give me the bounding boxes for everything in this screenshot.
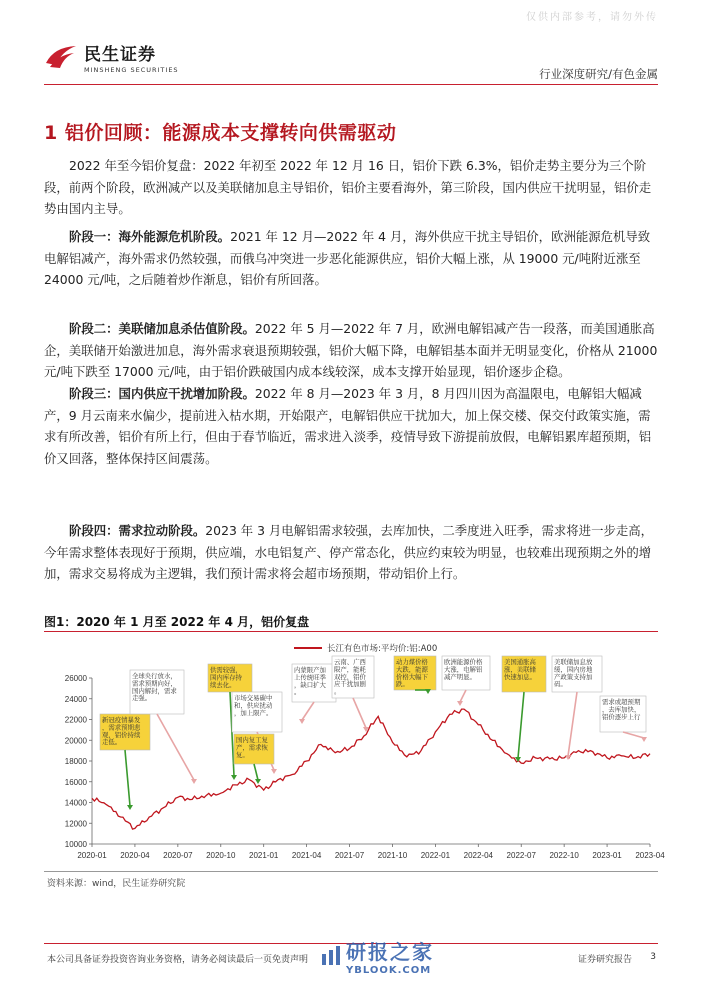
- annotation-line: ，需求预期悲: [102, 723, 141, 732]
- annotation-line: 云南、广西: [334, 658, 366, 666]
- x-tick-label: 2021-07: [334, 851, 365, 860]
- y-tick-label: 14000: [64, 798, 87, 808]
- annotation-line: 观，铝价持续: [102, 730, 141, 739]
- y-tick-label: 12000: [64, 819, 87, 829]
- annotation-line: 价格大幅下: [396, 672, 428, 681]
- paragraph-lead: 阶段四：需求拉动阶段。: [69, 523, 206, 538]
- y-tick-label: 10000: [64, 840, 87, 849]
- annotation-arrowhead: [565, 755, 571, 760]
- annotation-line: 供需较强，: [210, 666, 242, 674]
- annotation-arrowhead: [127, 805, 133, 810]
- x-tick-label: 2020-01: [77, 851, 107, 860]
- figure-divider: [44, 631, 658, 632]
- paragraph-lead: 阶段一：海外能源危机阶段。: [69, 229, 231, 244]
- annotation-line: 美联储加息放: [554, 658, 593, 666]
- watermark-icon: [320, 945, 342, 967]
- x-tick-label: 2020-07: [163, 851, 193, 860]
- annotation-line: 走强。: [132, 694, 152, 703]
- paragraph-text: 2022 年至今铝价复盘：2022 年初至 2022 年 12 月 16 日，铝价下跌 6.3%，铝价走势主要分为三个阶段，前两个阶段，欧洲减产以及美联储加息主导铝价，铝价主要看海外，第三阶段，国内供应干扰明显，铝价走势由国内主导。: [44, 158, 652, 217]
- annotation-line: 新冠疫情暴发: [102, 716, 141, 724]
- report-category: 行业深度研究/有色金属: [539, 67, 658, 81]
- annotation-label: [234, 693, 273, 717]
- x-tick-label: 2023-04: [635, 851, 665, 860]
- y-tick-label: 24000: [64, 694, 87, 704]
- paragraph-text: 2021 年 12 月—2022 年 4 月，海外供应干扰主导铝价，欧洲能源危机导致电解铝减产，海外需求仍然较强，而俄乌冲突进一步恶化能源供应，铝价大幅上涨，从 19000 元/吨附近涨至 24000 元/吨，之后随着炒作渐息，铝价有所回落。: [44, 229, 651, 288]
- report-type: 证券研究报告: [577, 955, 632, 965]
- paragraph-overview: [44, 155, 658, 220]
- annotation-line: 和，供应扰动: [234, 701, 273, 710]
- annotation-line: 码。: [554, 680, 567, 689]
- paragraph-stage-3: [44, 383, 658, 469]
- annotation-line: 全球央行放水，: [132, 672, 177, 680]
- annotation-line: 应千扰加剧: [334, 680, 366, 689]
- annotation-arrowhead: [425, 689, 431, 694]
- annotation-line: 大跌，能源: [396, 665, 428, 674]
- annotation-line: 国内解封，需求: [132, 686, 177, 695]
- paragraph-stage-1: [44, 226, 658, 291]
- annotation-arrowhead: [231, 775, 237, 780]
- x-tick-label: 2020-04: [120, 851, 150, 860]
- annotation-line: 快速加息。: [504, 672, 536, 681]
- watermark-cn: 研报之家: [346, 940, 434, 964]
- site-watermark: [320, 936, 434, 976]
- paragraph-lead: 阶段三：国内供应干扰增加阶段。: [69, 386, 255, 401]
- annotation-line: 缓，国内房地: [554, 665, 593, 674]
- y-tick-label: 16000: [64, 777, 87, 787]
- annotation-arrow: [568, 692, 577, 756]
- legend-label: 长江有色市场:平均价:铝:A00: [327, 644, 438, 654]
- annotation-line: 跌。: [396, 680, 409, 689]
- annotation-line: ，加上限产。: [234, 708, 273, 717]
- x-tick-label: 2021-10: [377, 851, 408, 860]
- annotation-line: 复。: [236, 750, 249, 759]
- y-tick-label: 18000: [64, 757, 87, 766]
- annotation-arrowhead: [271, 769, 277, 774]
- figure-title: 图1：2020 年 1 月至 2022 年 4 月，铝价复盘: [44, 615, 310, 629]
- annotation-arrow: [623, 732, 644, 738]
- annotation-line: 。: [334, 687, 341, 696]
- annotation-line: 产，需求恢: [236, 743, 268, 752]
- annotation-label: [504, 657, 537, 681]
- company-logo: [44, 40, 179, 74]
- annotation-line: 国内复工复: [236, 736, 268, 744]
- x-tick-label: 2021-01: [249, 851, 279, 860]
- annotation-line: 限产，能耗: [334, 665, 366, 674]
- annotation-line: 需求预期向好，: [132, 679, 177, 688]
- annotation-arrow: [157, 714, 194, 780]
- paragraph-lead: 阶段二：美联储加息杀估值阶段。: [69, 321, 255, 336]
- y-tick-label: 22000: [64, 715, 87, 725]
- paragraph-text: 2022 年 8 月—2023 年 3 月，8 月四川因为高温限电，电解铝大幅减产，9 月云南来水偏少，提前进入枯水期，开始限产，电解铝供应干扰加大，加上保交楼、保交付政策实施，需求有所改善，铝价有所上行，但由于春节临近，需求进入淡季，疫情导致下游提前放假，电解铝累库超预期，铝价又回落，整体保持区间震荡。: [44, 386, 652, 466]
- minsheng-logo-icon: [44, 43, 78, 71]
- header-divider: [44, 84, 658, 85]
- annotation-line: 续去化。: [210, 680, 236, 689]
- annotation-line: 大涨，电解铝: [444, 665, 483, 674]
- annotation-line: 减产明显。: [444, 672, 476, 681]
- logo-name-cn: 民生证券: [84, 45, 156, 65]
- x-tick-label: 2022-04: [463, 851, 493, 860]
- x-tick-label: 2022-01: [420, 851, 451, 860]
- figure-bottom-divider: [44, 871, 658, 872]
- annotation-line: ，缺口扩大: [294, 680, 326, 689]
- annotation-arrowhead: [255, 779, 261, 784]
- annotation-arrow: [460, 690, 466, 702]
- annotation-line: 铝价逐步上行: [602, 712, 641, 721]
- annotation-arrowhead: [191, 779, 197, 784]
- annotation-line: 需求或超预期: [602, 698, 641, 706]
- annotation-line: 美国通胀高: [504, 658, 536, 666]
- annotation-line: 双控，铝价: [334, 672, 366, 681]
- section-title: 1 铝价回顾：能源成本支撑转向供需驱动: [44, 122, 397, 144]
- annotation-line: 涨，美联储: [504, 665, 536, 674]
- confidential-watermark: 仅供内部参考，请勿外传: [526, 12, 658, 23]
- y-tick-label: 26000: [64, 674, 87, 683]
- figure-source: 资料来源：wind，民生证券研究院: [47, 879, 186, 889]
- annotation-line: 上传统旺季: [294, 673, 326, 682]
- x-tick-label: 2021-04: [291, 851, 322, 860]
- annotation-arrow: [254, 764, 258, 780]
- annotation-label: [602, 697, 641, 721]
- annotation-line: 走低。: [102, 738, 122, 747]
- annotation-line: 国内库存持: [210, 673, 242, 682]
- annotation-line: ，去库加快，: [602, 705, 641, 714]
- aluminum-price-chart: [44, 634, 665, 870]
- annotation-arrowhead: [457, 701, 463, 706]
- x-tick-label: 2022-07: [506, 851, 536, 860]
- annotation-arrowhead: [299, 719, 305, 724]
- annotation-line: 动力煤价格: [396, 658, 428, 666]
- annotation-arrow: [302, 702, 314, 720]
- y-tick-label: 20000: [64, 736, 87, 746]
- annotation-line: 产政策支持加: [554, 672, 593, 681]
- disclaimer-note: 本公司具备证券投资咨询业务资格，请务必阅读最后一页免责声明: [47, 955, 309, 965]
- annotation-line: 内蒙限产加: [294, 666, 326, 674]
- x-tick-label: 2020-10: [206, 851, 236, 860]
- x-tick-label: 2022-10: [549, 851, 579, 860]
- annotation-arrow: [353, 698, 366, 728]
- annotation-arrow: [518, 692, 524, 758]
- annotation-arrow: [125, 750, 130, 806]
- paragraph-text: 2023 年 3 月电解铝需求较强，去库加快，二季度进入旺季，需求将进一步走高，今年需求整体表现好于预期，供应端，水电铝复产、停产常态化，供应约束较为明显，也较难出现预期之外的增加，需求交易将成为主逻辑，我们预计需求将会超市场预期，带动铝价上行。: [44, 523, 654, 582]
- paragraph-text: 2022 年 5 月—2022 年 7 月，欧洲电解铝减产告一段落，而美国通胀高企，美联储开始激进加息，海外需求衰退预期较强，铝价大幅下降，电解铝基本面并无明显变化，价格从 21000 元/吨下跌至 17000 元/吨，由于铝价跌破国内成本线较深，成本支撑开始显现，铝价逐步企稳。: [44, 321, 658, 380]
- page-number: 3: [650, 952, 656, 962]
- watermark-en: YBLOOK.COM: [346, 965, 432, 976]
- logo-name-en: MINSHENG SECURITIES: [84, 66, 179, 74]
- annotation-arrowhead: [641, 737, 647, 742]
- x-tick-label: 2023-01: [592, 851, 622, 860]
- annotation-line: 市场交易碳中: [234, 694, 273, 702]
- annotation-line: 。: [294, 688, 301, 697]
- annotation-line: 欧洲能源价格: [444, 658, 483, 666]
- paragraph-stage-2: [44, 318, 658, 383]
- price-series-line: [92, 709, 650, 829]
- paragraph-stage-4: [44, 520, 658, 585]
